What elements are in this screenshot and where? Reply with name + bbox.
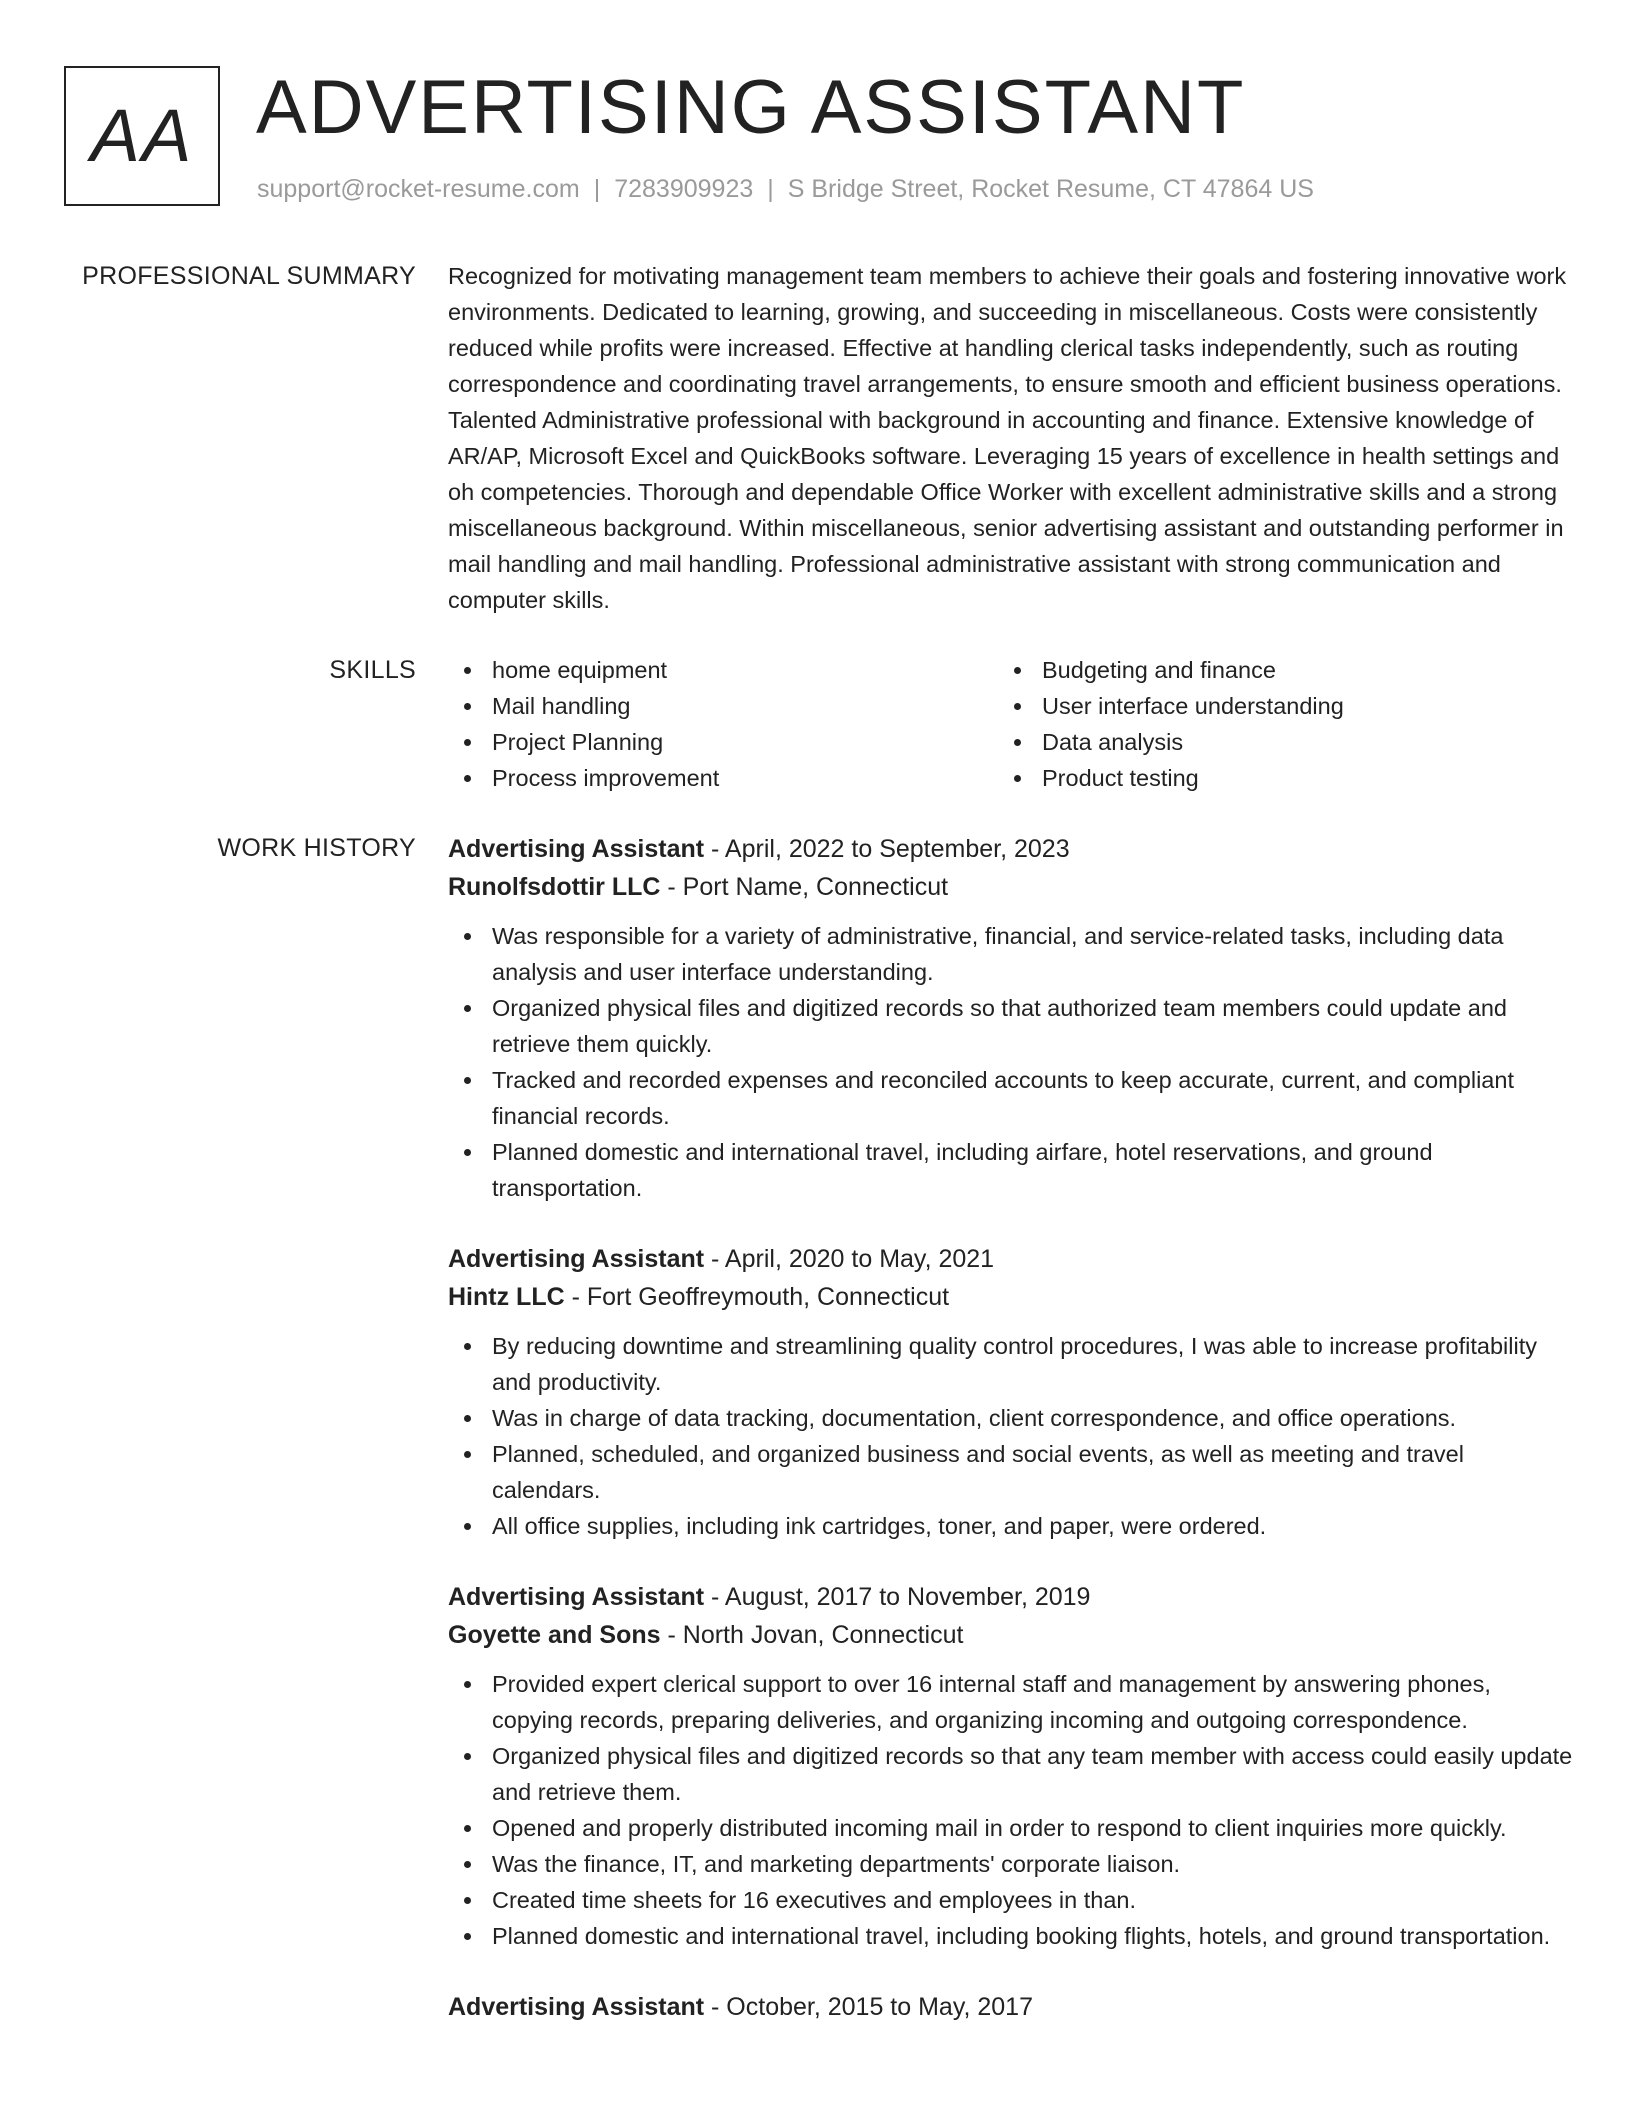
job-bullet: Organized physical files and digitized records so that any team member with access could easily update and retrieve them. [448,1738,1574,1810]
job-bullets [448,1328,1574,1544]
contact-email: support@rocket-resume.com [257,175,580,203]
job-bullet: Organized physical files and digitized records so that authorized team members could update and retrieve them quickly. [448,990,1574,1062]
contact-phone: 7283909923 [614,175,754,203]
job-entry [448,1988,1574,2026]
summary-text: Recognized for motivating management team members to achieve their goals and fostering innovative work environments. Dedicated to learning, growing, and succeeding in miscellaneous. Costs were consistently reduced while profits were increased. Effective at handling clerical tasks independently, such as routing correspondence and coordinating travel arrangements, to ensure smooth and efficient business operations. Talented Administrative professional with background in accounting and finance. Extensive knowledge of AR/AP, Microsoft Excel and QuickBooks software. Leveraging 15 years of excellence in health settings and oh competencies. Thorough and dependable Office Worker with excellent administrative skills and a strong miscellaneous background. Within miscellaneous, senior advertising assistant and outstanding performer in mail handling and mail handling. Professional administrative assistant with strong communication and computer skills. [448,263,1567,613]
job-bullet: Provided expert clerical support to over 16 internal staff and management by answering phones, copying records, preparing deliveries, and organizing incoming and outgoing correspondence. [448,1666,1574,1738]
contact-separator: | [767,175,774,203]
job-entry [448,830,1574,1206]
job-location: - Port Name, Connecticut [660,873,949,901]
job-bullet: Was in charge of data tracking, documentation, client correspondence, and office operations. [448,1400,1574,1436]
skill-item: Mail handling [448,688,998,724]
job-bullet: By reducing downtime and streamlining quality control procedures, I was able to increase profitability and productivity. [448,1328,1574,1400]
job-bullets [448,1666,1574,1954]
job-title-line [448,1240,1574,1278]
contact-address: S Bridge Street, Rocket Resume, CT 47864 US [787,175,1314,203]
job-dates: - October, 2015 to May, 2017 [704,1993,1033,2021]
job-bullet: Created time sheets for 16 executives and employees in than. [448,1882,1574,1918]
job-title-line [448,1988,1574,2026]
monogram-initials: AA [90,94,194,177]
job-entry [448,1578,1574,1954]
skill-item: Project Planning [448,724,998,760]
job-company-line [448,1616,1574,1654]
job-bullet: Planned, scheduled, and organized business and social events, as well as meeting and travel calendars. [448,1436,1574,1508]
job-dates: - April, 2022 to September, 2023 [704,835,1070,863]
job-bullet: Was the finance, IT, and marketing departments' corporate liaison. [448,1846,1574,1882]
job-bullet: All office supplies, including ink cartridges, toner, and paper, were ordered. [448,1508,1574,1544]
job-company-line [448,1278,1574,1316]
job-title: Advertising Assistant [448,835,705,863]
job-company: Goyette and Sons [448,1621,661,1649]
resume-header [64,66,1584,210]
monogram-badge [64,66,220,206]
job-bullets [448,918,1574,1206]
job-bullet: Planned domestic and international travel, including booking flights, hotels, and ground transportation. [448,1918,1574,1954]
skill-item: User interface understanding [998,688,1548,724]
contact-separator: | [593,175,601,203]
skills-body [448,652,1574,796]
job-title-line [448,1578,1574,1616]
job-company: Runolfsdottir LLC [448,873,661,901]
contact-line [257,174,1314,204]
job-location: - Fort Geoffreymouth, Connecticut [564,1283,950,1311]
skills-heading: SKILLS [329,656,416,684]
job-dates: - April, 2020 to May, 2021 [704,1245,995,1273]
job-title: Advertising Assistant [448,1583,705,1611]
skill-item: Product testing [998,760,1548,796]
job-dates: - August, 2017 to November, 2019 [704,1583,1091,1611]
skill-item: home equipment [448,652,998,688]
work-history-heading: WORK HISTORY [217,834,416,862]
candidate-title: ADVERTISING ASSISTANT [256,65,1246,150]
job-title: Advertising Assistant [448,1993,705,2021]
skills-list [448,652,1574,796]
job-title: Advertising Assistant [448,1245,705,1273]
skill-item: Budgeting and finance [998,652,1548,688]
job-bullet: Planned domestic and international travel, including airfare, hotel reservations, and ground transportation. [448,1134,1574,1206]
job-bullet: Opened and properly distributed incoming mail in order to respond to client inquiries more quickly. [448,1810,1574,1846]
job-location: - North Jovan, Connecticut [660,1621,964,1649]
skill-item: Process improvement [448,760,998,796]
summary-heading: PROFESSIONAL SUMMARY [82,262,416,290]
job-entry [448,1240,1574,1544]
job-company: Hintz LLC [448,1283,565,1311]
job-bullet: Was responsible for a variety of administrative, financial, and service-related tasks, including data analysis and user interface understanding. [448,918,1574,990]
job-title-line [448,830,1574,868]
work-history-body [448,830,1574,2060]
job-company-line [448,868,1574,906]
skill-item: Data analysis [998,724,1548,760]
job-bullet: Tracked and recorded expenses and reconciled accounts to keep accurate, current, and compliant financial records. [448,1062,1574,1134]
